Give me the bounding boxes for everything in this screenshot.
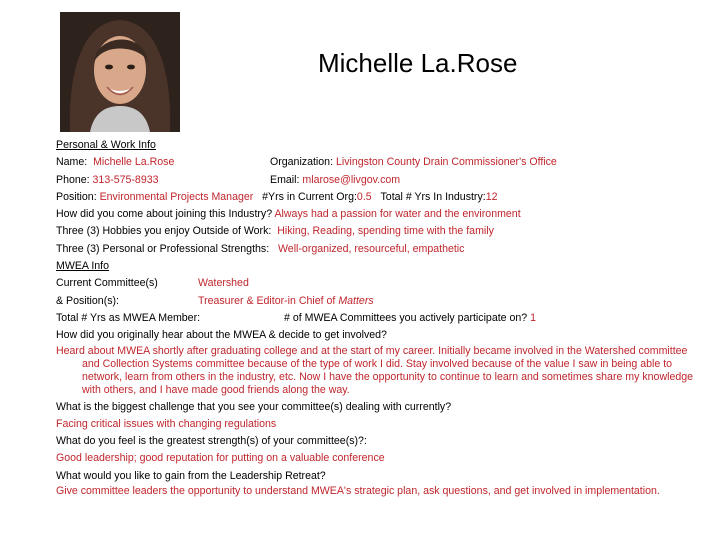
org-value: Livingston County Drain Commissioner's Office — [335, 156, 557, 169]
position-label: Position: — [56, 190, 97, 203]
joined-row — [56, 206, 706, 223]
yrs-industry-value: 12 — [485, 190, 498, 203]
strength-question: What do you feel is the greatest strength(s) of your committee(s)?: — [56, 435, 367, 448]
challenge-answer: Facing critical issues with changing regulations — [56, 417, 277, 430]
position-row — [56, 189, 706, 206]
hear-question: How did you originally hear about the MWEA & decide to get involved? — [56, 329, 387, 342]
hobbies-row — [56, 223, 706, 240]
mwea-section-heading: MWEA Info — [56, 260, 109, 273]
mwea-position-italic: Matters — [338, 294, 374, 307]
num-committees-value: 1 — [530, 311, 537, 324]
name-org-row — [56, 154, 706, 171]
name-value: Michelle La.Rose — [93, 156, 175, 169]
mwea-position-value — [198, 293, 374, 310]
org-label: Organization: — [270, 156, 334, 169]
email-field — [270, 172, 400, 189]
joined-answer: Always had a passion for water and the environment — [274, 208, 521, 221]
mwea-position-label: & Position(s): — [56, 294, 119, 307]
phone-label: Phone: — [56, 173, 90, 186]
name-label: Name: — [56, 156, 88, 169]
hobbies-question: Three (3) Hobbies you enjoy Outside of Work: — [56, 225, 272, 238]
org-field — [270, 154, 557, 171]
membership-row — [56, 310, 706, 327]
mwea-position-row — [56, 293, 706, 310]
num-committees-label: # of MWEA Committees you actively participate on? — [284, 311, 528, 324]
strengths-row — [56, 241, 706, 258]
strengths-question: Three (3) Personal or Professional Strengths: — [56, 242, 270, 255]
yrs-org-value: 0.5 — [356, 190, 372, 203]
committee-row — [56, 275, 706, 292]
gain-question: What would you like to gain from the Leadership Retreat? — [56, 469, 326, 482]
yrs-industry-label: Total # Yrs In Industry: — [380, 190, 486, 203]
phone-value: 313-575-8933 — [92, 173, 159, 186]
committee-label: Current Committee(s) — [56, 277, 158, 290]
mwea-position-prefix: Treasurer & Editor-in Chief of — [198, 294, 339, 307]
num-committees-field — [284, 310, 536, 327]
email-value: mlarose@livgov.com — [302, 173, 401, 186]
page-title: Michelle La.Rose — [318, 48, 518, 78]
strengths-answer: Well-organized, resourceful, empathetic — [278, 242, 465, 255]
phone-email-row — [56, 172, 706, 189]
profile-content — [56, 137, 706, 500]
joined-question: How did you come about joining this Industry? — [56, 208, 273, 221]
personal-section-heading: Personal & Work Info — [56, 139, 156, 151]
yrs-org-label: #Yrs in Current Org: — [262, 190, 357, 203]
hobbies-answer: Hiking, Reading, spending time with the family — [277, 225, 494, 238]
strength-answer: Good leadership; good reputation for putting on a valuable conference — [56, 452, 385, 465]
yrs-member-label: Total # Yrs as MWEA Member: — [56, 311, 201, 324]
position-value: Environmental Projects Manager — [99, 190, 254, 203]
gain-answer: Give committee leaders the opportunity to understand MWEA's strategic plan, ask questions, and get involved in implementation. — [56, 485, 660, 498]
hear-answer: Heard about MWEA shortly after graduating college and at the start of my career. Initially became involved in the Watershed committee and Collection Systems committee because of the type of work I did. Stay involved because of the value I saw in being able to network, learn from others in the industry, etc. Now I have the opportunity to continue to learn and sometimes share my knowledge with others, and I have made good friends along the way. — [56, 344, 694, 396]
email-label: Email: — [270, 173, 300, 186]
committee-value: Watershed — [198, 277, 249, 290]
profile-photo — [60, 12, 180, 132]
challenge-question: What is the biggest challenge that you see your committee(s) dealing with currently? — [56, 400, 452, 413]
